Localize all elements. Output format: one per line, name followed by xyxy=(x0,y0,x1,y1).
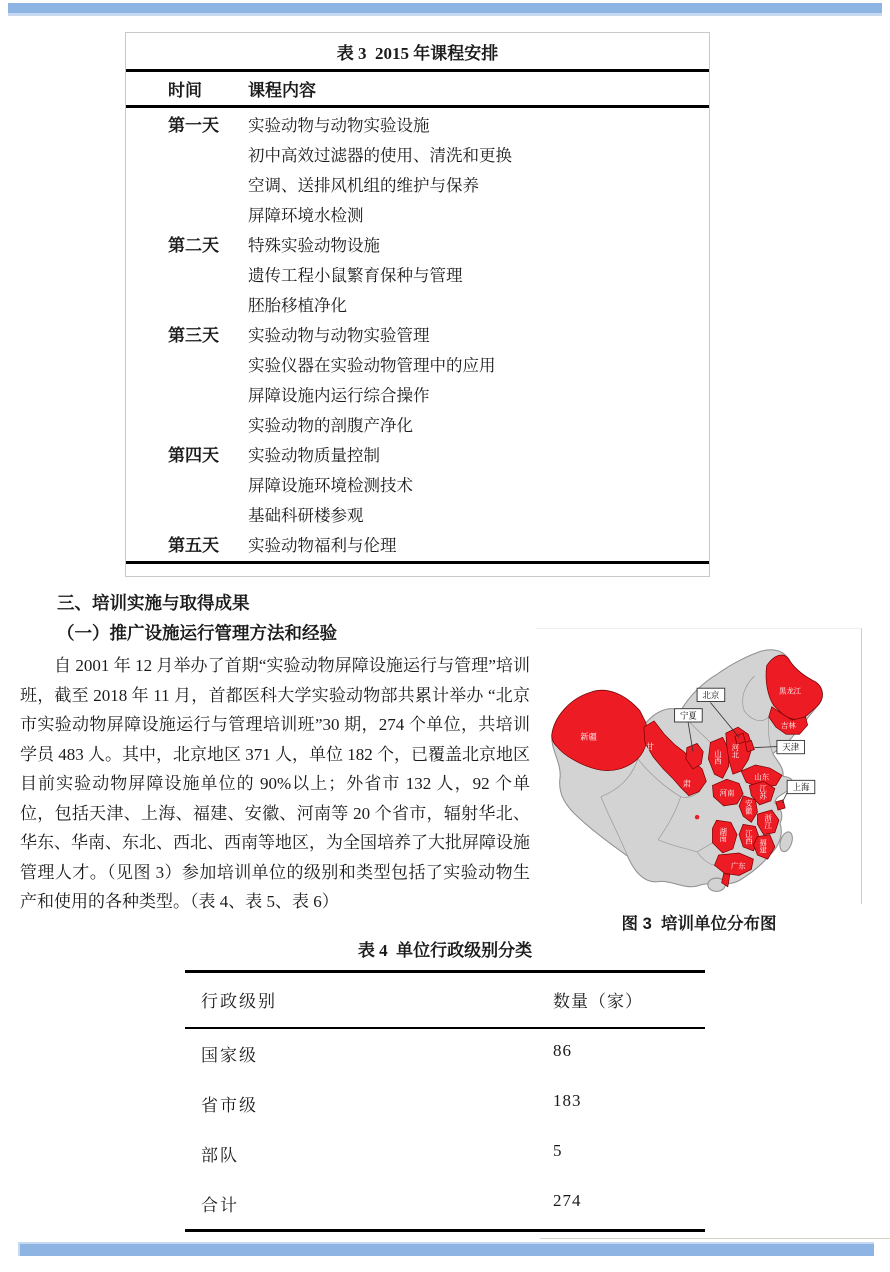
label-su: 肃 xyxy=(682,779,691,789)
course-item: 空调、送排风机组的维护与保养 xyxy=(248,176,479,195)
day-label: 第三天 xyxy=(168,326,219,345)
course-item: 实验动物与动物实验设施 xyxy=(248,116,430,135)
label-hebei: 河北 xyxy=(731,743,741,759)
table-row xyxy=(126,111,709,231)
label-shandong: 山东 xyxy=(754,772,770,782)
china-map-svg xyxy=(542,635,844,897)
callout-beijing: 北京 xyxy=(702,689,720,700)
course-items xyxy=(248,111,709,231)
section-subheading: （一）推广设施运行管理方法和经验 xyxy=(57,623,337,643)
table-row xyxy=(126,531,709,561)
course-item: 实验动物质量控制 xyxy=(248,446,380,465)
label-gan: 甘 xyxy=(645,742,655,752)
count-cell: 183 xyxy=(553,1091,582,1110)
label-heilongjiang: 黑龙江 xyxy=(778,686,802,696)
table4 xyxy=(185,936,705,1232)
callout-shanghai: 上海 xyxy=(792,782,810,793)
table-row xyxy=(126,231,709,321)
level-cell: 国家级 xyxy=(201,1046,258,1065)
count-cell: 86 xyxy=(553,1041,572,1060)
table3-header-time: 时间 xyxy=(168,81,202,100)
label-zhejiang: 浙江 xyxy=(764,814,774,829)
section-content xyxy=(20,582,862,934)
table3-header-content: 课程内容 xyxy=(248,81,316,100)
table4-header-level: 行政级别 xyxy=(201,992,277,1011)
course-items xyxy=(248,531,709,561)
course-items xyxy=(248,321,709,441)
table4-header-row xyxy=(185,973,705,1029)
course-item: 实验动物与动物实验管理 xyxy=(248,326,430,345)
course-item: 特殊实验动物设施 xyxy=(248,236,380,255)
highlight-dot xyxy=(695,815,700,820)
course-item: 遗传工程小鼠繁育保种与管理 xyxy=(248,266,463,285)
table3-box xyxy=(125,32,710,577)
course-item: 实验动物的剖腹产净化 xyxy=(248,416,413,435)
course-item: 实验动物福利与伦理 xyxy=(248,536,397,555)
table-row xyxy=(185,1029,705,1079)
course-item: 实验仪器在实验动物管理中的应用 xyxy=(248,356,496,375)
course-item: 基础科研楼参观 xyxy=(248,506,364,525)
day-label: 第五天 xyxy=(168,536,219,555)
table-row xyxy=(126,441,709,531)
day-label: 第一天 xyxy=(168,116,219,135)
table3-bottom-pad xyxy=(126,564,709,576)
callout-ningxia: 宁夏 xyxy=(680,710,697,721)
course-item: 屏障设施环境检测技术 xyxy=(248,476,413,495)
body-paragraph: 自 2001 年 12 月举办了首期“实验动物屏障设施运行与管理”培训班，截至 2018 年 11 月，首都医科大学实验动物部共累计举办 “北京市实验动物屏障设施运行与管理培训班”30 期，274 个单位，共培训学员 483 人。其中，北京地区 371 人，单位 182 个，已覆盖北京地区目前实验动物屏障设施单位的 90%以上；外省市 132 人，92 个单位，包括天津、上海、福建、安徽、河南等 20 个省市，辐射华北、华东、华南、东北、西北、西南等地区，为全国培养了大批屏障设施管理人才。（见图 3）参加培训单位的级别和类型包括了实验动物生产和使用的各种类型。（表 4、表 5、表 6） xyxy=(20,656,530,911)
figure3 xyxy=(536,628,862,934)
level-cell: 合计 xyxy=(201,1196,239,1215)
count-cell: 274 xyxy=(553,1191,582,1210)
label-jiangxi: 江西 xyxy=(744,829,754,845)
count-cell: 5 xyxy=(553,1141,563,1160)
course-item: 初中高效过滤器的使用、清洗和更换 xyxy=(248,146,512,165)
province-shanghai xyxy=(776,800,785,810)
table-row xyxy=(185,1129,705,1179)
section-heading: 三、培训实施与取得成果 xyxy=(57,593,250,613)
course-item: 屏障环境水检测 xyxy=(248,206,364,225)
label-henan: 河南 xyxy=(719,788,735,798)
china-map xyxy=(536,628,862,904)
course-item: 屏障设施内运行综合操作 xyxy=(248,386,430,405)
day-label: 第二天 xyxy=(168,236,219,255)
label-hunan: 湖南 xyxy=(719,827,729,843)
day-label: 第四天 xyxy=(168,446,219,465)
top-accent-bar xyxy=(8,3,882,16)
page-edge-line xyxy=(540,1238,890,1239)
course-items xyxy=(248,231,709,321)
table-row xyxy=(126,321,709,441)
course-items xyxy=(248,441,709,531)
table-row xyxy=(185,1179,705,1229)
label-fujian: 福建 xyxy=(759,838,769,854)
table3-title: 表 3 2015 年课程安排 xyxy=(336,44,499,63)
bottom-accent-bar xyxy=(18,1242,874,1256)
callout-tianjin: 天津 xyxy=(782,742,800,753)
course-item: 胚胎移植净化 xyxy=(248,296,347,315)
figure3-caption: 图 3 培训单位分布图 xyxy=(621,915,777,933)
table3-header-row xyxy=(126,72,709,105)
label-xinjiang: 新疆 xyxy=(580,732,597,742)
label-guangdong: 广东 xyxy=(730,861,746,871)
table-row xyxy=(185,1079,705,1129)
table4-title: 表 4 单位行政级别分类 xyxy=(357,941,533,960)
table3-body xyxy=(126,108,709,561)
label-shanxi: 山西 xyxy=(714,749,724,765)
level-cell: 部队 xyxy=(201,1146,239,1165)
table4-grid xyxy=(185,970,705,1232)
level-cell: 省市级 xyxy=(201,1096,258,1115)
label-jilin: 吉林 xyxy=(781,721,796,731)
label-anhui: 安徽 xyxy=(744,799,754,815)
label-jiangsu: 江苏 xyxy=(759,784,769,800)
table4-header-count: 数量（家） xyxy=(553,992,643,1011)
